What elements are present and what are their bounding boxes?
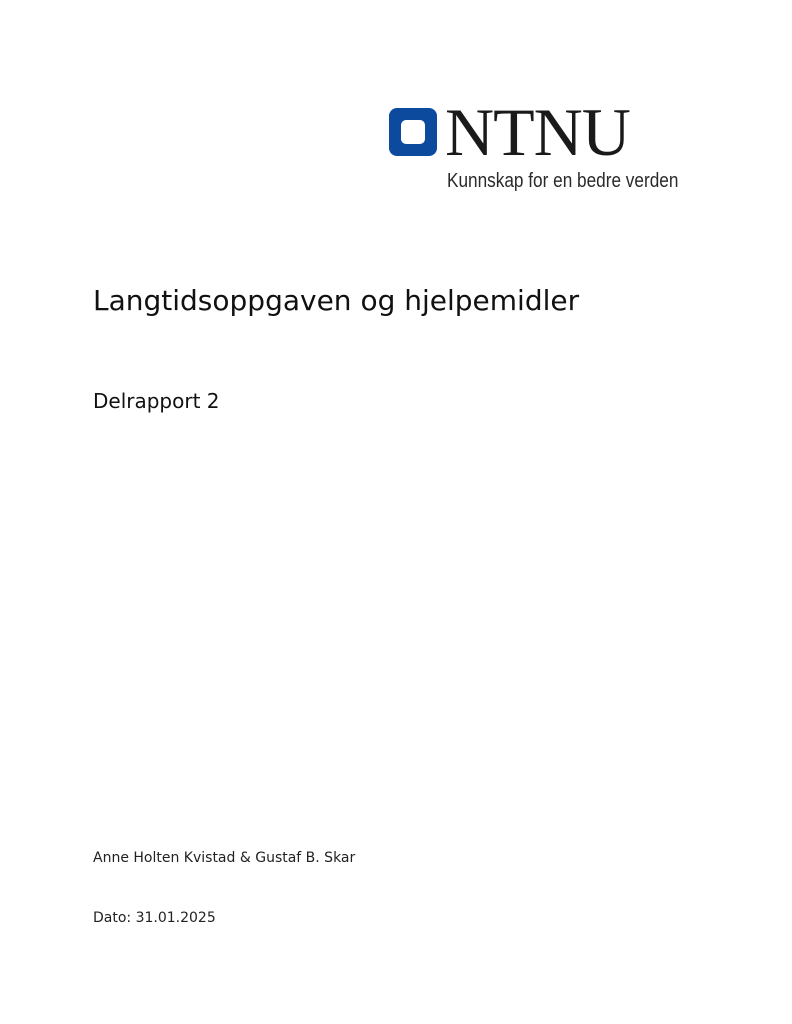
document-subtitle: Delrapport 2 xyxy=(93,389,220,413)
logo-wordmark: NTNU xyxy=(445,94,630,170)
document-title: Langtidsoppgaven og hjelpemidler xyxy=(93,284,580,317)
ntnu-logo-square-icon xyxy=(389,108,437,156)
authors: Anne Holten Kvistad & Gustaf B. Skar xyxy=(93,850,356,866)
logo-tagline: Kunnskap for en bedre verden xyxy=(447,170,679,192)
ntnu-logo xyxy=(389,94,709,196)
document-date: Dato: 31.01.2025 xyxy=(93,910,216,926)
